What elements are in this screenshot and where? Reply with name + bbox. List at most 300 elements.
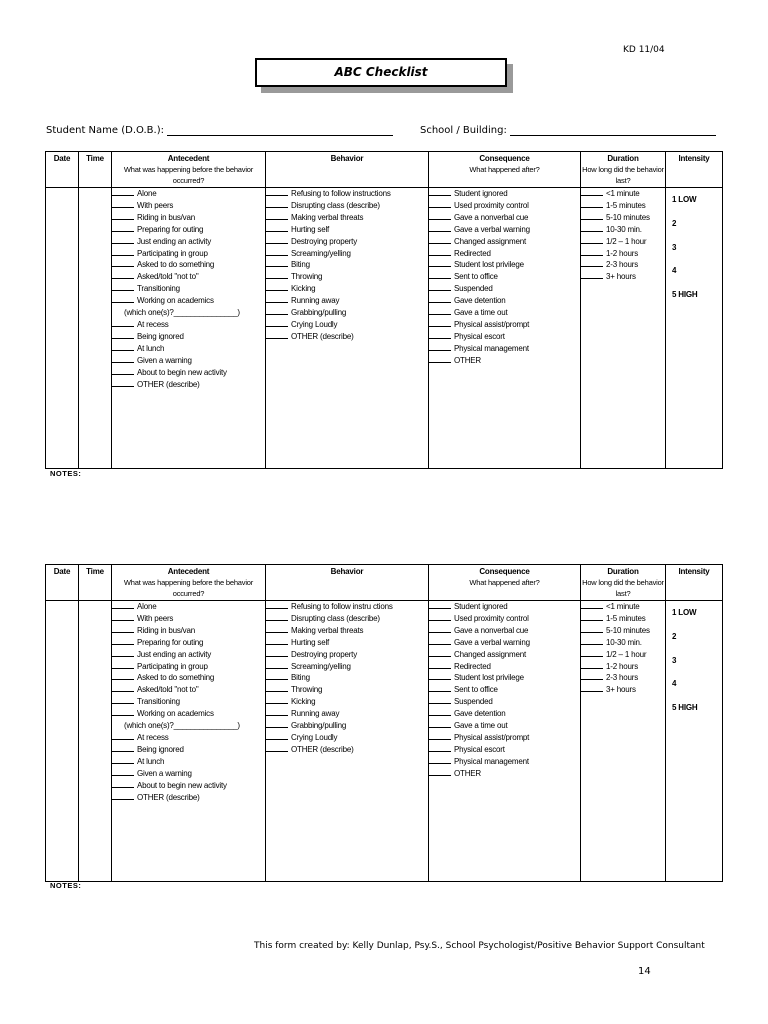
check-blank[interactable] — [112, 259, 134, 267]
checklist-item[interactable] — [112, 601, 265, 613]
checklist-item-label: Physical escort — [454, 331, 505, 341]
check-blank[interactable] — [266, 283, 288, 291]
check-blank[interactable] — [112, 768, 134, 776]
check-blank[interactable] — [112, 271, 134, 279]
consequence-title: Consequence — [479, 154, 530, 163]
checklist-item[interactable] — [581, 637, 665, 649]
check-blank[interactable] — [112, 248, 134, 256]
checklist-item-label: Alone — [137, 189, 157, 198]
check-blank[interactable] — [429, 661, 451, 669]
checklist-item-label: About to begin new activity — [137, 367, 227, 377]
check-blank[interactable] — [429, 625, 451, 633]
checklist-item-label: With peers — [137, 613, 174, 623]
checklist-item[interactable] — [112, 756, 265, 768]
checklist-item-label: Alone — [137, 602, 157, 611]
checklist-item-label: Destroying property — [291, 649, 358, 659]
checklist-item[interactable] — [266, 696, 428, 708]
check-blank[interactable] — [266, 625, 288, 633]
check-blank[interactable] — [266, 696, 288, 704]
checklist-item-label: 1-2 hours — [606, 248, 638, 258]
checklist-item[interactable] — [266, 708, 428, 720]
check-blank[interactable] — [581, 212, 603, 220]
checklist-item[interactable] — [429, 236, 580, 248]
check-blank[interactable] — [266, 744, 288, 752]
checklist-item-label: OTHER (describe) — [137, 379, 200, 389]
check-blank[interactable] — [266, 661, 288, 669]
checklist-item-label: Refusing to follow instru ctions — [291, 602, 393, 611]
checklist-item[interactable] — [429, 744, 580, 756]
checklist-item-label: (which one(s)?_______________) — [124, 721, 240, 731]
checklist-item[interactable] — [581, 672, 665, 684]
checklist-item[interactable] — [266, 212, 428, 224]
check-blank[interactable] — [112, 283, 134, 291]
checklist-item[interactable] — [112, 780, 265, 792]
check-blank[interactable] — [266, 684, 288, 692]
duration-list — [581, 601, 666, 882]
check-blank[interactable] — [112, 637, 134, 645]
notes-label: NOTES: — [50, 469, 82, 478]
checklist-item[interactable] — [112, 792, 265, 804]
checklist-item[interactable] — [112, 307, 265, 319]
checklist-item[interactable] — [429, 708, 580, 720]
checklist-item[interactable] — [266, 684, 428, 696]
intensity-level[interactable]: 4 — [672, 679, 677, 689]
check-blank[interactable] — [581, 248, 603, 256]
checklist-item[interactable] — [112, 732, 265, 744]
checklist-item[interactable] — [429, 212, 580, 224]
check-blank[interactable] — [266, 188, 288, 196]
abc-table-1 — [45, 151, 723, 469]
page-title: ABC Checklist — [255, 58, 507, 87]
check-blank[interactable] — [112, 625, 134, 633]
checklist-item-label: Riding in bus/van — [137, 625, 195, 635]
checklist-item[interactable] — [112, 188, 265, 200]
checklist-item[interactable] — [112, 367, 265, 379]
checklist-item[interactable] — [112, 625, 265, 637]
checklist-item-label: Student lost privilege — [454, 260, 524, 270]
check-blank[interactable] — [581, 224, 603, 232]
checklist-item-label: Physical assist/prompt — [454, 732, 530, 742]
checklist-item[interactable] — [266, 732, 428, 744]
behavior-header: Behavior — [266, 152, 429, 188]
checklist-item-label: Hurting self — [291, 224, 330, 234]
check-blank[interactable] — [266, 224, 288, 232]
check-blank[interactable] — [266, 307, 288, 315]
check-blank[interactable] — [266, 212, 288, 220]
checklist-item[interactable] — [112, 768, 265, 780]
duration-subtitle: How long did the behavior last? — [582, 165, 664, 185]
check-blank[interactable] — [581, 271, 603, 279]
checklist-item[interactable] — [266, 224, 428, 236]
checklist-item[interactable] — [266, 625, 428, 637]
check-blank[interactable] — [429, 696, 451, 704]
duration-title: Duration — [607, 567, 639, 576]
check-blank[interactable] — [581, 649, 603, 657]
check-blank[interactable] — [112, 756, 134, 764]
checklist-item[interactable] — [581, 200, 665, 212]
checklist-item-label: 1/2 – 1 hour — [606, 649, 647, 659]
check-blank[interactable] — [429, 601, 451, 609]
check-blank[interactable] — [429, 684, 451, 692]
checklist-item-label: Changed assignment — [454, 236, 527, 246]
checklist-item-label: Screaming/yelling — [291, 661, 351, 671]
checklist-item[interactable] — [429, 259, 580, 271]
checklist-item-label: 10-30 min. — [606, 224, 642, 234]
check-blank[interactable] — [266, 331, 288, 339]
checklist-item[interactable] — [112, 212, 265, 224]
check-blank[interactable] — [112, 331, 134, 339]
checklist-item-label: <1 minute — [606, 602, 640, 611]
checklist-item[interactable] — [429, 696, 580, 708]
check-blank[interactable] — [112, 319, 134, 327]
check-blank[interactable] — [581, 200, 603, 208]
school-line[interactable] — [510, 124, 716, 136]
checklist-item[interactable] — [581, 212, 665, 224]
consequence-subtitle: What happened after? — [469, 165, 540, 174]
checklist-item[interactable] — [112, 319, 265, 331]
checklist-item-label: Used proximity control — [454, 613, 529, 623]
checklist-item-label: OTHER — [454, 768, 482, 778]
checklist-item[interactable] — [581, 188, 665, 200]
check-blank[interactable] — [429, 613, 451, 621]
checklist-item[interactable] — [429, 283, 580, 295]
checklist-item[interactable] — [112, 672, 265, 684]
date-cell[interactable] — [46, 601, 79, 882]
checklist-item[interactable] — [112, 613, 265, 625]
check-blank[interactable] — [581, 259, 603, 267]
checklist-item[interactable] — [429, 307, 580, 319]
checklist-item[interactable] — [112, 684, 265, 696]
checklist-item-label: OTHER — [454, 355, 482, 365]
check-blank[interactable] — [581, 684, 603, 692]
check-blank[interactable] — [429, 307, 451, 315]
check-blank[interactable] — [429, 720, 451, 728]
checklist-item[interactable] — [429, 756, 580, 768]
checklist-item[interactable] — [429, 224, 580, 236]
check-blank[interactable] — [429, 355, 451, 363]
checklist-item-label: 1-2 hours — [606, 661, 638, 671]
check-blank[interactable] — [112, 367, 134, 375]
checklist-item-label: Just ending an activity — [137, 649, 212, 659]
check-blank[interactable] — [112, 343, 134, 351]
check-blank[interactable] — [112, 661, 134, 669]
checklist-item[interactable] — [266, 613, 428, 625]
check-blank[interactable] — [112, 684, 134, 692]
checklist-item-label: Student ignored — [454, 602, 508, 611]
checklist-item[interactable] — [429, 319, 580, 331]
checklist-item-label: Asked/told "not to" — [137, 272, 199, 282]
check-blank[interactable] — [266, 295, 288, 303]
student-name-field — [46, 124, 393, 136]
check-blank[interactable] — [266, 200, 288, 208]
check-blank[interactable] — [112, 780, 134, 788]
checklist-item[interactable] — [266, 295, 428, 307]
check-blank[interactable] — [429, 200, 451, 208]
checklist-item-label: Hurting self — [291, 637, 330, 647]
checklist-item[interactable] — [266, 672, 428, 684]
checklist-item[interactable] — [429, 601, 580, 613]
checklist-item[interactable] — [112, 259, 265, 271]
check-blank[interactable] — [266, 319, 288, 327]
checklist-item[interactable] — [112, 661, 265, 673]
check-blank[interactable] — [112, 224, 134, 232]
check-blank[interactable] — [266, 672, 288, 680]
consequence-title: Consequence — [479, 567, 530, 576]
checklist-item-label: Gave detention — [454, 709, 506, 719]
check-blank[interactable] — [112, 295, 134, 303]
checklist-item[interactable] — [581, 684, 665, 696]
check-blank[interactable] — [112, 672, 134, 680]
check-blank[interactable] — [266, 271, 288, 279]
time-header: Time — [79, 152, 112, 188]
checklist-item[interactable] — [266, 649, 428, 661]
checklist-item-label: Suspended — [454, 697, 493, 707]
check-blank[interactable] — [581, 661, 603, 669]
checklist-item[interactable] — [112, 720, 265, 732]
intensity-header: Intensity — [666, 152, 723, 188]
checklist-item-label: Used proximity control — [454, 200, 529, 210]
student-name-line[interactable] — [167, 124, 393, 136]
check-blank[interactable] — [581, 613, 603, 621]
check-blank[interactable] — [429, 283, 451, 291]
checklist-item-label: Working on academics — [137, 296, 214, 306]
checklist-item[interactable] — [266, 331, 428, 343]
checklist-item[interactable] — [112, 271, 265, 283]
check-blank[interactable] — [581, 637, 603, 645]
checklist-item[interactable] — [112, 236, 265, 248]
check-blank[interactable] — [429, 768, 451, 776]
checklist-item-label: Gave detention — [454, 296, 506, 306]
check-blank[interactable] — [429, 672, 451, 680]
checklist-item[interactable] — [266, 236, 428, 248]
checklist-item[interactable] — [266, 720, 428, 732]
check-blank[interactable] — [266, 732, 288, 740]
intensity-level[interactable]: 5 HIGH — [672, 290, 698, 300]
checklist-item[interactable] — [429, 355, 580, 367]
checklist-item[interactable] — [112, 696, 265, 708]
check-blank[interactable] — [266, 601, 288, 609]
check-blank[interactable] — [266, 720, 288, 728]
checklist-item[interactable] — [266, 307, 428, 319]
checklist-item[interactable] — [112, 200, 265, 212]
check-blank[interactable] — [429, 756, 451, 764]
check-blank[interactable] — [429, 649, 451, 657]
school-label: School / Building: — [420, 125, 507, 136]
intensity-level[interactable]: 1 LOW — [672, 608, 697, 617]
checklist-item[interactable] — [429, 625, 580, 637]
check-blank[interactable] — [266, 248, 288, 256]
checklist-item[interactable] — [112, 248, 265, 260]
checklist-item[interactable] — [581, 613, 665, 625]
check-blank[interactable] — [266, 613, 288, 621]
checklist-item-label: Preparing for outing — [137, 224, 204, 234]
behavior-list — [266, 188, 429, 469]
checklist-item[interactable] — [429, 661, 580, 673]
check-blank[interactable] — [581, 625, 603, 633]
check-blank[interactable] — [429, 271, 451, 279]
check-blank[interactable] — [112, 696, 134, 704]
checklist-item[interactable] — [429, 613, 580, 625]
checklist-item[interactable] — [112, 649, 265, 661]
checklist-item[interactable] — [266, 200, 428, 212]
checklist-item[interactable] — [429, 248, 580, 260]
checklist-item[interactable] — [266, 188, 428, 200]
checklist-item[interactable] — [112, 637, 265, 649]
checklist-item-label: Biting — [291, 673, 310, 683]
intensity-level[interactable]: 3 — [672, 655, 677, 665]
check-blank[interactable] — [266, 236, 288, 244]
check-blank[interactable] — [112, 236, 134, 244]
checklist-item-label: Working on academics — [137, 709, 214, 719]
check-blank[interactable] — [112, 188, 134, 196]
time-cell[interactable] — [79, 188, 112, 469]
check-blank[interactable] — [429, 732, 451, 740]
antecedent-subtitle: What was happening before the behavior occurred? — [123, 578, 254, 598]
checklist-item[interactable] — [429, 720, 580, 732]
checklist-item[interactable] — [266, 319, 428, 331]
form-code: KD 11/04 — [623, 45, 665, 55]
check-blank[interactable] — [112, 792, 134, 800]
checklist-item[interactable] — [429, 343, 580, 355]
checklist-item[interactable] — [581, 259, 665, 271]
check-blank[interactable] — [112, 613, 134, 621]
checklist-item-label: Student ignored — [454, 189, 508, 198]
checklist-item[interactable] — [429, 295, 580, 307]
check-blank[interactable] — [581, 188, 603, 196]
duration-list — [581, 188, 666, 469]
checklist-item[interactable] — [429, 768, 580, 780]
checklist-item[interactable] — [112, 331, 265, 343]
checklist-item[interactable] — [266, 661, 428, 673]
check-blank[interactable] — [429, 708, 451, 716]
checklist-item[interactable] — [429, 188, 580, 200]
check-blank[interactable] — [429, 637, 451, 645]
checklist-item-label: Grabbing/pulling — [291, 308, 347, 318]
checklist-item[interactable] — [112, 343, 265, 355]
checklist-item[interactable] — [112, 355, 265, 367]
intensity-level[interactable]: 3 — [672, 242, 677, 252]
checklist-item-label: Kicking — [291, 284, 316, 294]
checklist-item[interactable] — [112, 744, 265, 756]
check-blank[interactable] — [112, 212, 134, 220]
check-blank[interactable] — [112, 200, 134, 208]
intensity-level[interactable]: 2 — [672, 218, 677, 228]
intensity-level[interactable]: 5 HIGH — [672, 703, 698, 713]
checklist-item[interactable] — [581, 236, 665, 248]
checklist-item-label: Refusing to follow instructions — [291, 189, 391, 198]
check-blank[interactable] — [112, 601, 134, 609]
footer-credit: This form created by: Kelly Dunlap, Psy.S., School Psychologist/Positive Behavior Support Consultant — [254, 941, 705, 951]
checklist-item-label: (which one(s)?_______________) — [124, 308, 240, 318]
checklist-item[interactable] — [429, 200, 580, 212]
checklist-item-label: Being ignored — [137, 744, 184, 754]
checklist-item[interactable] — [429, 271, 580, 283]
intensity-level[interactable]: 1 LOW — [672, 195, 697, 204]
check-blank[interactable] — [429, 343, 451, 351]
checklist-item[interactable] — [112, 283, 265, 295]
checklist-item-label: Grabbing/pulling — [291, 721, 347, 731]
checklist-item[interactable] — [429, 684, 580, 696]
check-blank[interactable] — [112, 649, 134, 657]
checklist-item[interactable] — [429, 732, 580, 744]
check-blank[interactable] — [429, 248, 451, 256]
check-blank[interactable] — [266, 708, 288, 716]
checklist-item[interactable] — [581, 601, 665, 613]
check-blank[interactable] — [266, 259, 288, 267]
check-blank[interactable] — [581, 236, 603, 244]
check-blank[interactable] — [581, 672, 603, 680]
check-blank[interactable] — [429, 744, 451, 752]
check-blank[interactable] — [266, 637, 288, 645]
check-blank[interactable] — [429, 224, 451, 232]
date-cell[interactable] — [46, 188, 79, 469]
checklist-item[interactable] — [266, 271, 428, 283]
checklist-item[interactable] — [112, 224, 265, 236]
checklist-item[interactable] — [581, 649, 665, 661]
date-header: Date — [46, 565, 79, 601]
check-blank[interactable] — [429, 236, 451, 244]
checklist-item[interactable] — [266, 637, 428, 649]
checklist-item-label: Transitioning — [137, 284, 180, 294]
check-blank[interactable] — [429, 319, 451, 327]
abc-table-2 — [45, 564, 723, 882]
checklist-item[interactable] — [429, 649, 580, 661]
consequence-subtitle: What happened after? — [469, 578, 540, 587]
checklist-item[interactable] — [581, 661, 665, 673]
check-blank[interactable] — [429, 212, 451, 220]
check-blank[interactable] — [112, 379, 134, 387]
intensity-level[interactable]: 2 — [672, 631, 677, 641]
checklist-item[interactable] — [112, 379, 265, 391]
checklist-item[interactable] — [112, 708, 265, 720]
check-blank[interactable] — [112, 708, 134, 716]
checklist-item[interactable] — [429, 331, 580, 343]
checklist-item[interactable] — [266, 259, 428, 271]
checklist-item[interactable] — [429, 637, 580, 649]
checklist-item-label: Crying Loudly — [291, 319, 338, 329]
checklist-item[interactable] — [429, 672, 580, 684]
check-blank[interactable] — [429, 295, 451, 303]
check-blank[interactable] — [581, 601, 603, 609]
checklist-item-label: With peers — [137, 200, 174, 210]
duration-header — [581, 565, 666, 601]
check-blank[interactable] — [112, 732, 134, 740]
checklist-item-label: Screaming/yelling — [291, 248, 351, 258]
checklist-item[interactable] — [112, 295, 265, 307]
checklist-item[interactable] — [581, 625, 665, 637]
check-blank[interactable] — [429, 188, 451, 196]
checklist-item[interactable] — [266, 744, 428, 756]
checklist-item[interactable] — [581, 248, 665, 260]
check-blank[interactable] — [429, 331, 451, 339]
checklist-item-label: 1-5 minutes — [606, 200, 646, 210]
check-blank[interactable] — [266, 649, 288, 657]
checklist-item[interactable] — [266, 283, 428, 295]
checklist-item[interactable] — [266, 248, 428, 260]
checklist-item[interactable] — [581, 224, 665, 236]
checklist-item-label: Participating in group — [137, 661, 208, 671]
checklist-item[interactable] — [266, 601, 428, 613]
check-blank[interactable] — [112, 355, 134, 363]
checklist-item-label: Being ignored — [137, 331, 184, 341]
check-blank[interactable] — [112, 744, 134, 752]
intensity-level[interactable]: 4 — [672, 266, 677, 276]
checklist-item-label: Redirected — [454, 248, 491, 258]
time-cell[interactable] — [79, 601, 112, 882]
checklist-item-label: Gave a time out — [454, 308, 508, 318]
checklist-item[interactable] — [581, 271, 665, 283]
check-blank[interactable] — [429, 259, 451, 267]
